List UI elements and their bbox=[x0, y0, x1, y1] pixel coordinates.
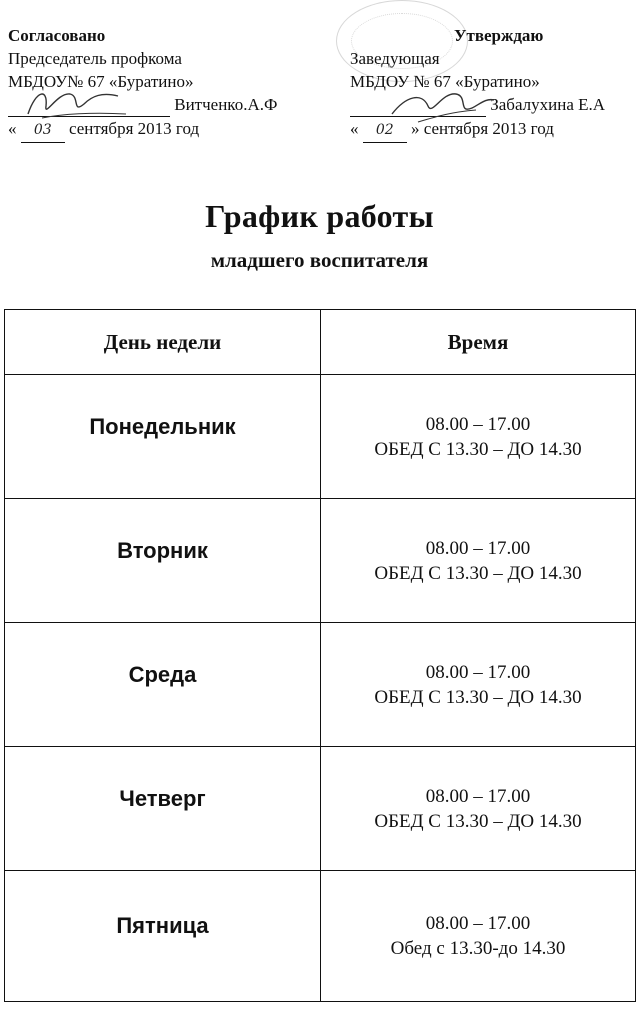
table-row bbox=[5, 747, 636, 871]
approval-date: « 02 » сентября 2013 год bbox=[350, 117, 605, 143]
table-row bbox=[5, 623, 636, 747]
lunch-break: Обед с 13.30-до 14.30 bbox=[390, 938, 566, 959]
table-row bbox=[5, 871, 636, 1002]
lunch-break: ОБЕД С 13.30 – ДО 14.30 bbox=[374, 562, 582, 584]
document-subtitle: младшего воспитателя bbox=[210, 248, 429, 272]
time-cell bbox=[321, 499, 636, 623]
table-row bbox=[5, 499, 636, 623]
day-cell: Вторник bbox=[5, 499, 321, 623]
day-cell: Понедельник bbox=[5, 375, 321, 499]
approval-block-right bbox=[350, 24, 605, 143]
signer-name: Забалухина Е.А bbox=[490, 95, 606, 114]
approval-title: Согласовано bbox=[8, 26, 106, 45]
day-cell: Пятница bbox=[5, 871, 321, 1002]
day-cell: Среда bbox=[5, 623, 321, 747]
work-hours: 08.00 – 17.00 bbox=[425, 413, 531, 435]
signature-line bbox=[8, 93, 277, 117]
approval-position: Председатель профкома bbox=[8, 49, 182, 68]
approval-position: Заведующая bbox=[350, 49, 440, 68]
time-cell bbox=[321, 623, 636, 747]
work-hours: 08.00 – 17.00 bbox=[425, 661, 531, 683]
signer-name: Витченко.А.Ф bbox=[174, 95, 278, 114]
table-header-row bbox=[5, 310, 636, 375]
column-header-time: Время bbox=[321, 310, 636, 375]
time-cell bbox=[321, 871, 636, 1002]
lunch-break: ОБЕД С 13.30 – ДО 14.30 bbox=[374, 686, 582, 708]
approval-org: МБДОУ№ 67 «Буратино» bbox=[8, 72, 194, 91]
approval-org: МБДОУ № 67 «Буратино» bbox=[350, 72, 540, 91]
document-title: График работы bbox=[205, 198, 434, 234]
work-hours: 08.00 – 17.00 bbox=[425, 913, 531, 934]
day-cell: Четверг bbox=[5, 747, 321, 871]
approval-date: « 03 сентября 2013 год bbox=[8, 117, 277, 143]
signature-line bbox=[350, 93, 605, 117]
approval-block-left bbox=[8, 24, 277, 143]
lunch-break: ОБЕД С 13.30 – ДО 14.30 bbox=[374, 438, 582, 460]
column-header-day: День недели bbox=[5, 310, 321, 375]
table-row bbox=[5, 375, 636, 499]
time-cell bbox=[321, 747, 636, 871]
work-hours: 08.00 – 17.00 bbox=[425, 537, 531, 559]
work-hours: 08.00 – 17.00 bbox=[425, 785, 531, 807]
schedule-table bbox=[4, 309, 636, 1002]
date-day: 03 bbox=[21, 119, 65, 143]
approval-title: Утверждаю bbox=[454, 26, 544, 45]
time-cell bbox=[321, 375, 636, 499]
lunch-break: ОБЕД С 13.30 – ДО 14.30 bbox=[374, 810, 582, 832]
date-day: 02 bbox=[363, 119, 407, 143]
